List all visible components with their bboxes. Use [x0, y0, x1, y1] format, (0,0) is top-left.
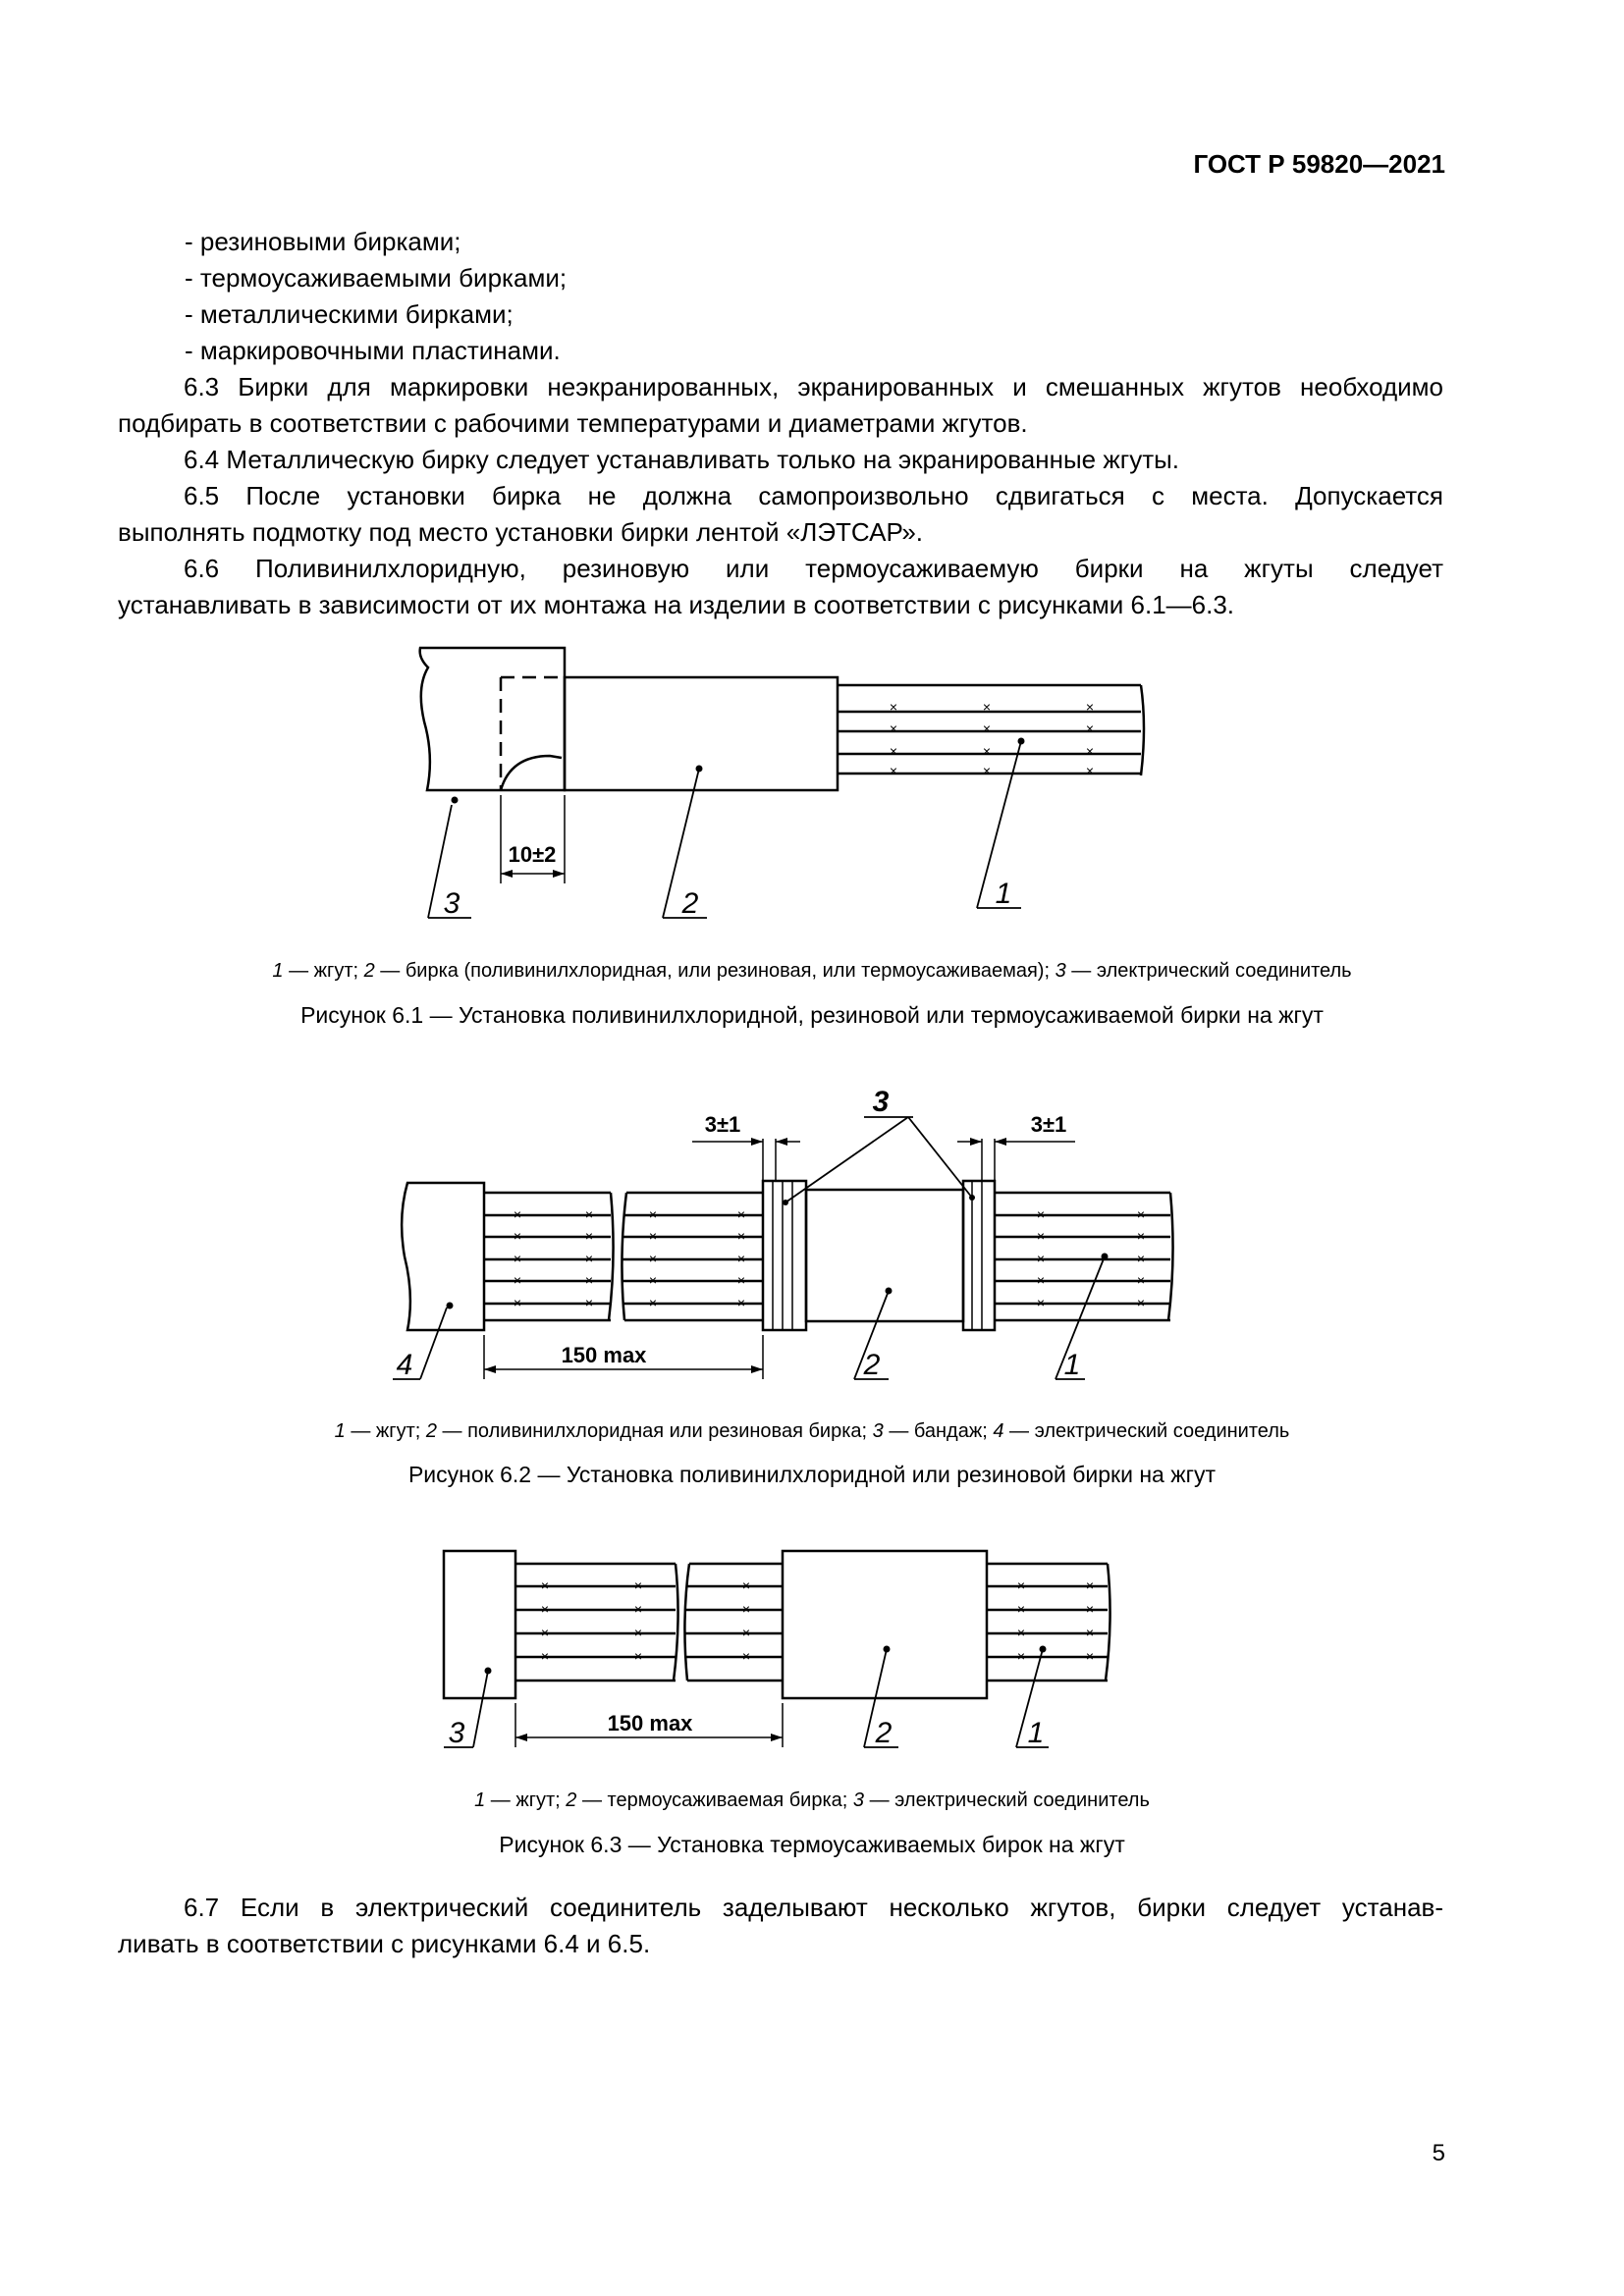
svg-text:×: × — [1085, 763, 1095, 778]
svg-text:×: × — [584, 1251, 594, 1266]
figure-6-1-label: 3 — [443, 887, 460, 920]
paragraph-6-3-line2: подбирать в соответствии с рабочими температурами и диаметрами жгутов. — [118, 408, 1028, 438]
list-item: - резиновыми бирками; — [185, 227, 461, 256]
svg-text:×: × — [540, 1601, 550, 1617]
figure-6-3-dimension-bottom: 150 max — [607, 1711, 693, 1735]
svg-text:×: × — [648, 1228, 658, 1244]
paragraph-6-4: 6.4 Металлическую бирку следует устанавливать только на экранированные жгуты. — [184, 445, 1180, 474]
svg-text:×: × — [540, 1625, 550, 1640]
figure-6-2-dimension-left: 3±1 — [704, 1112, 741, 1137]
svg-text:×: × — [584, 1228, 594, 1244]
svg-text:×: × — [1136, 1272, 1146, 1288]
svg-text:×: × — [1016, 1625, 1026, 1640]
figure-6-3-label: 2 — [875, 1717, 893, 1749]
figure-6-1-caption: Рисунок 6.1 — Установка поливинилхлоридной, резиновой или термоусаживаемой бирки на жгут — [300, 1002, 1324, 1028]
svg-text:×: × — [736, 1228, 746, 1244]
svg-text:×: × — [584, 1272, 594, 1288]
paragraph-6-6-line2: устанавливать в зависимости от их монтажа на изделии в соответствии с рисунками 6.1—6.3. — [118, 590, 1235, 619]
svg-text:×: × — [1036, 1251, 1046, 1266]
document-code: ГОСТ Р 59820—2021 — [1193, 149, 1445, 179]
figure-6-2-legend: 1 — жгут; 2 — поливинилхлоридная или резиновая бирка; 3 — бандаж; 4 — электрический соединитель — [334, 1420, 1290, 1442]
svg-text:×: × — [584, 1295, 594, 1310]
svg-text:×: × — [513, 1295, 522, 1310]
svg-text:×: × — [584, 1206, 594, 1222]
svg-text:×: × — [1036, 1206, 1046, 1222]
svg-text:×: × — [1085, 1648, 1095, 1664]
svg-text:×: × — [1036, 1295, 1046, 1310]
svg-text:×: × — [633, 1577, 643, 1593]
paragraph-6-5-line2: выполнять подмотку под место установки бирки лентой «ЛЭТСАР». — [118, 517, 924, 547]
figure-6-2-label: 3 — [872, 1086, 890, 1118]
paragraph-6-6-line1: 6.6 Поливинилхлоридную, резиновую или термоусаживаемую бирки на жгуты следует — [184, 554, 1443, 583]
svg-text:×: × — [1016, 1601, 1026, 1617]
svg-text:×: × — [1085, 721, 1095, 736]
svg-text:×: × — [1085, 699, 1095, 715]
body-text-bottom — [118, 1890, 1443, 1962]
svg-text:×: × — [648, 1272, 658, 1288]
svg-text:×: × — [513, 1251, 522, 1266]
figure-6-3-legend: 1 — жгут; 2 — термоусаживаемая бирка; 3 — электрический соединитель — [474, 1789, 1150, 1811]
svg-text:×: × — [741, 1625, 751, 1640]
svg-text:×: × — [513, 1228, 522, 1244]
list-item: - термоусаживаемыми бирками; — [185, 263, 568, 293]
figure-6-3-label: 1 — [1027, 1717, 1045, 1749]
svg-text:×: × — [1016, 1577, 1026, 1593]
page-number: 5 — [1432, 2140, 1445, 2166]
paragraph-6-7-line2: ливать в соответствии с рисунками 6.4 и 6.5. — [118, 1929, 651, 1958]
svg-text:×: × — [633, 1601, 643, 1617]
figure-6-2-label: 4 — [396, 1349, 413, 1381]
svg-text:×: × — [1136, 1295, 1146, 1310]
svg-text:×: × — [1016, 1648, 1026, 1664]
svg-text:×: × — [982, 699, 992, 715]
figure-6-3-label: 3 — [448, 1717, 465, 1749]
svg-text:×: × — [513, 1206, 522, 1222]
svg-text:×: × — [736, 1251, 746, 1266]
svg-text:×: × — [633, 1625, 643, 1640]
svg-text:×: × — [633, 1648, 643, 1664]
svg-text:×: × — [648, 1251, 658, 1266]
svg-text:×: × — [982, 743, 992, 759]
svg-text:×: × — [741, 1577, 751, 1593]
list-item: - металлическими бирками; — [185, 299, 514, 329]
figure-6-3-caption: Рисунок 6.3 — Установка термоусаживаемых бирок на жгут — [499, 1832, 1125, 1857]
paragraph-6-3-line1: 6.3 Бирки для маркировки неэкранированных, экранированных и смешанных жгутов необходимо — [184, 372, 1443, 401]
svg-text:×: × — [1136, 1228, 1146, 1244]
figure-6-1-dimension: 10±2 — [508, 842, 557, 867]
svg-text:×: × — [1085, 743, 1095, 759]
svg-text:×: × — [889, 721, 898, 736]
svg-text:×: × — [741, 1601, 751, 1617]
svg-text:×: × — [741, 1648, 751, 1664]
svg-text:×: × — [1036, 1228, 1046, 1244]
figure-6-2-label: 1 — [1063, 1349, 1081, 1381]
svg-text:×: × — [1036, 1272, 1046, 1288]
svg-text:×: × — [1085, 1601, 1095, 1617]
svg-text:×: × — [982, 721, 992, 736]
paragraph-6-5-line1: 6.5 После установки бирка не должна самопроизвольно сдвигаться с места. Допускается — [184, 481, 1443, 510]
svg-text:×: × — [736, 1272, 746, 1288]
figure-6-2-dimension-right: 3±1 — [1030, 1112, 1067, 1137]
svg-text:×: × — [736, 1206, 746, 1222]
svg-text:×: × — [982, 763, 992, 778]
figure-6-2-label: 2 — [863, 1349, 881, 1381]
svg-text:×: × — [648, 1206, 658, 1222]
figure-6-1-label: 2 — [681, 887, 699, 920]
svg-text:×: × — [1085, 1625, 1095, 1640]
svg-text:×: × — [513, 1272, 522, 1288]
figure-6-1-legend: 1 — жгут; 2 — бирка (поливинилхлоридная, или резиновая, или термоусаживаемая); 3 — электрический соединитель — [272, 960, 1352, 982]
svg-text:×: × — [889, 763, 898, 778]
svg-text:×: × — [889, 743, 898, 759]
list-item: - маркировочными пластинами. — [185, 336, 561, 365]
svg-text:×: × — [1136, 1206, 1146, 1222]
svg-text:×: × — [1136, 1251, 1146, 1266]
svg-text:×: × — [648, 1295, 658, 1310]
svg-text:×: × — [736, 1295, 746, 1310]
svg-text:×: × — [540, 1648, 550, 1664]
figure-6-2-dimension-bottom: 150 max — [561, 1343, 647, 1367]
svg-text:×: × — [889, 699, 898, 715]
figure-6-2-caption: Рисунок 6.2 — Установка поливинилхлоридной или резиновой бирки на жгут — [407, 1462, 1217, 1487]
paragraph-6-7-line1: 6.7 Если в электрический соединитель заделывают несколько жгутов, бирки следует устанав- — [184, 1893, 1443, 1922]
figure-6-1-label: 1 — [995, 878, 1012, 910]
svg-text:×: × — [1085, 1577, 1095, 1593]
svg-text:×: × — [540, 1577, 550, 1593]
